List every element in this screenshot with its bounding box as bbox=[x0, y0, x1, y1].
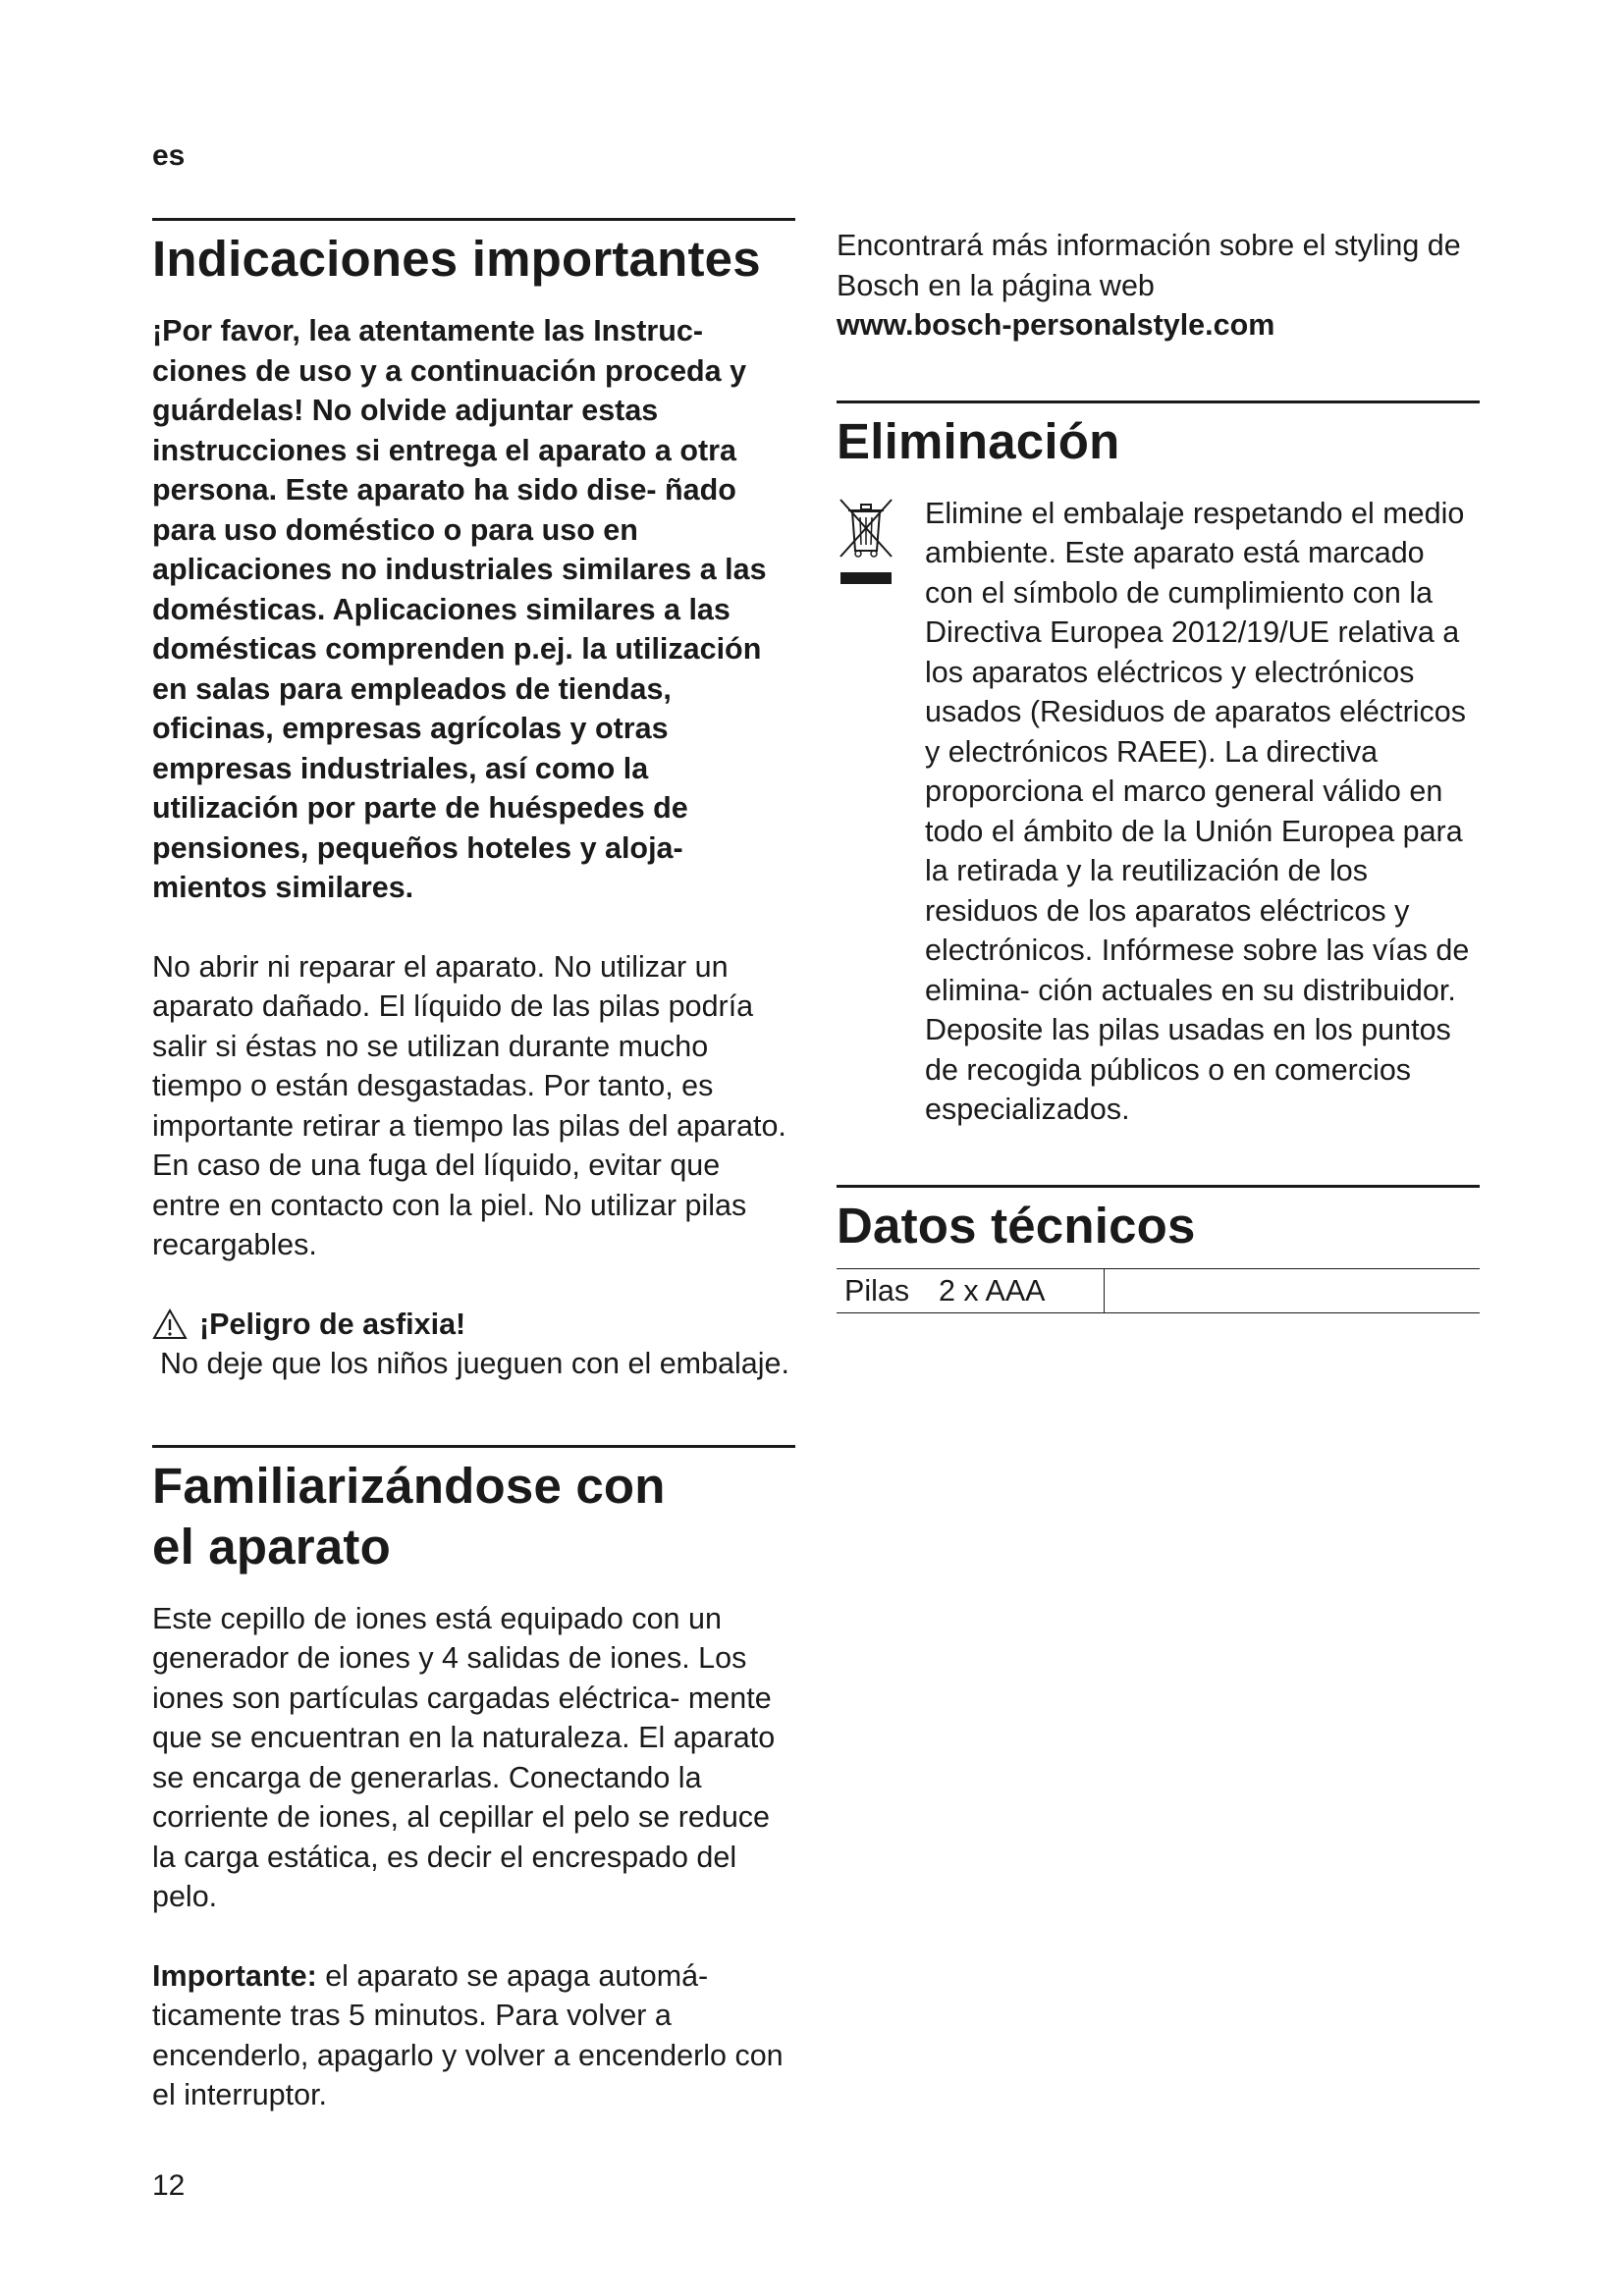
weee-bar bbox=[840, 572, 892, 584]
warning-title-text: ¡Peligro de asfixia! bbox=[199, 1307, 466, 1341]
familiar-paragraph: Este cepillo de iones está equipado con un generador de iones y 4 salidas de iones. Los iones son partículas cargadas eléctrica- mente que se encuentran en la naturaleza. El aparato se encarga de generarlas. Conectando la corriente de iones, al cepillar el pelo se reduce la carga estática, es decir el encrespado del pelo. bbox=[152, 1601, 776, 1913]
warning-triangle-icon bbox=[152, 1308, 188, 1340]
important-notes-bold-paragraph: ¡Por favor, lea atentamente las Instruc- ciones de uso y a continuación proceda y guárdelas! No olvide adjuntar estas instrucciones si entrega el aparato a otra persona. Este aparato ha sido dise- ñado para uso doméstico o para uso en aplicaciones no industriales similares a las domésticas. Aplicaciones similares a las domésticas comprenden p.ej. la utilización en salas para empleados de tiendas, oficinas, empresas agrícolas y otras empresas industriales, así como la utilización por parte de huéspedes de pensiones, pequeños hoteles y aloja- mientos similares. bbox=[152, 314, 767, 904]
table-row bbox=[837, 1268, 1480, 1312]
tech-label: Pilas bbox=[844, 1273, 910, 1308]
safety-paragraph: No abrir ni reparar el aparato. No utilizar un aparato dañado. El líquido de las pilas podría salir si éstas no se utilizan durante mucho tiempo o están desgastadas. Por tanto, es importante retirar a tiempo las pilas del aparato. En caso de una fuga del líquido, evitar que entre en contacto con la piel. No utilizar pilas recargables. bbox=[152, 949, 786, 1261]
disposal-section bbox=[837, 400, 1480, 1130]
weee-crossed-bin-icon bbox=[837, 496, 895, 584]
more-info-text: Encontrará más información sobre el styling de Bosch en la página web bbox=[837, 229, 1461, 302]
important-label: Importante: bbox=[152, 1958, 317, 1993]
left-column bbox=[152, 218, 795, 2115]
tech-data-table bbox=[837, 1268, 1480, 1313]
section-rule bbox=[152, 218, 795, 221]
familiar-heading-line2: el aparato bbox=[152, 1518, 391, 1575]
important-notes-heading: Indicaciones importantes bbox=[152, 231, 761, 287]
important-notes-section bbox=[152, 218, 795, 1384]
tech-data-heading: Datos técnicos bbox=[837, 1197, 1196, 1254]
page-number: 12 bbox=[152, 2169, 186, 2202]
tech-value: 2 x AAA bbox=[931, 1268, 1105, 1312]
familiar-section bbox=[152, 1445, 795, 2115]
section-rule bbox=[152, 1445, 795, 1448]
familiar-heading bbox=[152, 1456, 795, 1577]
section-rule bbox=[837, 1185, 1480, 1188]
section-rule bbox=[837, 400, 1480, 403]
disposal-text: Elimine el embalaje respetando el medio ambiente. Este aparato está marcado con el símbolo de cumplimiento con la Directiva Europea 2012/19/UE relativa a los aparatos eléctricos y electrónicos usados (Residuos de aparatos eléctricos y electrónicos RAEE). La directiva proporciona el marco general válido en todo el ámbito de la Unión Europea para la retirada y la reutilización de los residuos de los aparatos eléctricos y electrónicos. Infórmese sobre las vías de elimina- ción actuales en su distribuidor. Deposite las pilas usadas en los puntos de recogida públicos o en comercios especializados. bbox=[925, 496, 1470, 1126]
important-note bbox=[152, 1956, 795, 2115]
familiar-heading-line1: Familiarizándose con bbox=[152, 1457, 666, 1514]
more-info-section bbox=[837, 226, 1480, 346]
website-link[interactable]: www.bosch-personalstyle.com bbox=[837, 308, 1275, 342]
warning-title bbox=[152, 1305, 795, 1345]
disposal-heading: Eliminación bbox=[837, 412, 1120, 469]
tech-empty-cell bbox=[1105, 1268, 1481, 1312]
important-note-text: el aparato se apaga automá- ticamente tras 5 minutos. Para volver a encenderlo, apagarlo y volver a encenderlo con el interruptor. bbox=[152, 1958, 784, 2111]
language-code: es bbox=[152, 139, 186, 172]
right-column bbox=[837, 226, 1480, 1313]
warning-text: No deje que los niños jueguen con el embalaje. bbox=[160, 1347, 789, 1380]
tech-data-section bbox=[837, 1185, 1480, 1313]
